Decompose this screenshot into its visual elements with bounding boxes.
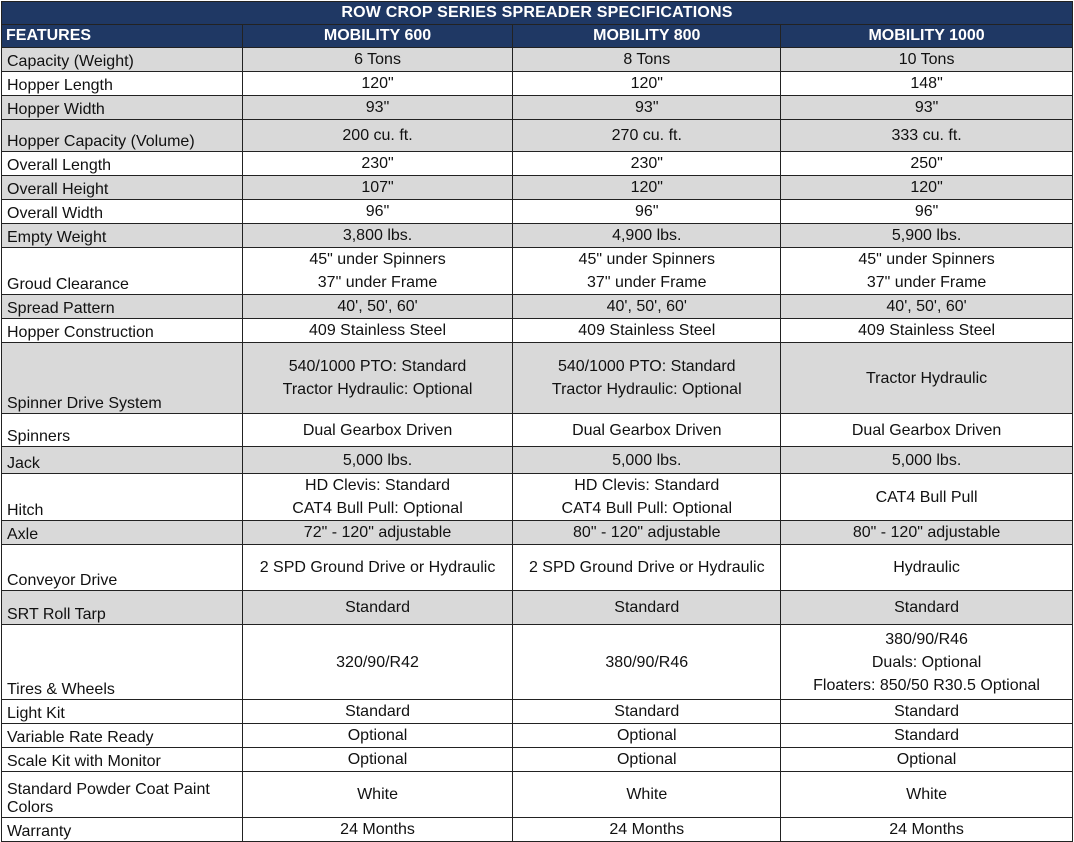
spec-cell [513,700,781,724]
spec-cell [513,724,781,748]
spec-cell [513,447,781,474]
spec-value: White [906,786,948,803]
spec-cell [781,818,1073,842]
spec-value: 37" under Frame [587,274,707,291]
spec-value: 250" [910,155,943,172]
spec-cell [242,545,513,591]
spec-cell [513,152,781,176]
spec-value: 24 Months [889,821,964,838]
spec-value: 230" [630,155,663,172]
spec-cell [781,414,1073,447]
spec-value: Optional [896,751,957,768]
spec-value: Tractor Hydraulic: Optional [551,381,742,398]
table-row [2,474,1073,521]
spec-value: 37" under Frame [317,274,438,291]
table-title: ROW CROP SERIES SPREADER SPECIFICATIONS [2,2,1073,25]
spec-value: Floaters: 850/50 R30.5 Optional [813,676,1040,694]
spec-value: 333 cu. ft. [891,127,962,144]
spec-cell [242,748,513,772]
spec-value: Tractor Hydraulic: Optional [282,381,473,398]
spec-cell [781,343,1073,414]
spec-value: 148" [910,75,943,92]
spec-cell [513,295,781,319]
spec-value: Standard [345,703,410,720]
spec-value: 24 Months [340,821,415,838]
title-row [2,2,1073,25]
header-mobility-600: MOBILITY 600 [242,25,513,48]
spec-cell [242,48,513,72]
feature-label: Axle [2,521,243,545]
spec-value: 5,900 lbs. [891,227,962,244]
spec-cell [781,521,1073,545]
feature-label: Hopper Construction [2,319,243,343]
spec-cell [242,224,513,248]
spec-cell [781,295,1073,319]
spec-cell [242,818,513,842]
spec-value: 540/1000 PTO: Standard [288,358,467,375]
spec-value: 409 Stainless Steel [309,322,447,339]
spec-value: 120" [910,179,943,196]
spec-cell [242,521,513,545]
table-row [2,200,1073,224]
spec-cell [781,700,1073,724]
spec-cell [513,591,781,625]
feature-label: Tires & Wheels [2,625,243,700]
feature-label: Empty Weight [2,224,243,248]
feature-label: Overall Width [2,200,243,224]
spec-cell [513,224,781,248]
spec-value: 24 Months [609,821,685,838]
spec-cell [242,447,513,474]
table-row [2,248,1073,295]
spec-value: 93" [914,99,939,116]
table-row [2,72,1073,96]
table-row [2,152,1073,176]
spec-cell [242,319,513,343]
spec-cell [513,72,781,96]
spec-cell [781,48,1073,72]
spec-cell [242,120,513,152]
spec-value: 5,000 lbs. [342,451,413,469]
spec-cell [242,772,513,818]
feature-label: Warranty [2,818,243,842]
feature-label: Hitch [2,474,243,521]
feature-label: Spinner Drive System [2,343,243,414]
spec-cell [781,152,1073,176]
table-row [2,176,1073,200]
spec-value: 40', 50', 60' [337,298,418,315]
header-mobility-1000: MOBILITY 1000 [781,25,1073,48]
spec-value: White [626,786,668,803]
spec-cell [513,474,781,521]
spec-cell [242,72,513,96]
spec-value: Optional [616,727,677,744]
spec-cell [513,772,781,818]
spec-cell [781,200,1073,224]
spec-value: 8 Tons [623,51,671,68]
table-row [2,96,1073,120]
header-row [2,25,1073,48]
feature-label: Light Kit [2,700,243,724]
spec-cell [242,343,513,414]
spec-value: CAT4 Bull Pull: Optional [292,500,463,517]
spec-cell [242,724,513,748]
spec-value: 40', 50', 60' [886,298,967,315]
spec-value: 40', 50', 60' [606,298,687,315]
spec-cell [513,343,781,414]
spec-value: Standard [894,727,960,744]
spec-cell [781,772,1073,818]
spec-cell [242,700,513,724]
feature-label: Scale Kit with Monitor [2,748,243,772]
spec-cell [781,625,1073,700]
spec-cell [781,447,1073,474]
feature-label: Overall Length [2,152,243,176]
table-row [2,295,1073,319]
feature-label: Hopper Length [2,72,243,96]
spec-value: 380/90/R46 [605,653,689,671]
spec-cell [242,414,513,447]
spec-value: Optional [616,751,677,768]
spec-cell [781,72,1073,96]
spec-value: Dual Gearbox Driven [572,421,722,439]
spec-value: 45" under Spinners [858,251,995,268]
spec-cell [781,591,1073,625]
spec-value: 4,900 lbs. [612,227,682,244]
spec-cell [513,120,781,152]
table-row [2,545,1073,591]
spec-value: 10 Tons [898,51,955,68]
spec-cell [513,545,781,591]
spec-value: Standard [614,599,680,616]
table-row [2,591,1073,625]
spec-value: 120" [630,179,663,196]
spec-cell [242,176,513,200]
spec-value: Standard [894,703,960,720]
spec-value: 409 Stainless Steel [858,322,996,339]
spec-cell [781,96,1073,120]
spec-value: 96" [635,203,659,220]
feature-label: Variable Rate Ready [2,724,243,748]
spec-cell [513,818,781,842]
feature-label: Jack [2,447,243,474]
table-row [2,343,1073,414]
spec-value: Hydraulic [893,559,960,576]
spec-value: 80" - 120" adjustable [573,524,721,541]
feature-label: Hopper Capacity (Volume) [2,120,243,152]
spec-body [2,48,1073,842]
spec-value: Dual Gearbox Driven [851,421,1002,439]
spec-value: 45" under Spinners [578,251,715,268]
spec-value: 6 Tons [354,51,401,68]
spec-value: 93" [635,99,659,116]
feature-label: Standard Powder Coat Paint Colors [2,772,243,818]
table-row [2,447,1073,474]
spec-value: 93" [365,99,390,116]
spec-value: 230" [361,155,394,172]
spec-cell [781,748,1073,772]
spec-cell [242,200,513,224]
table-row [2,224,1073,248]
spec-value: Optional [347,751,408,768]
spec-cell [781,319,1073,343]
spec-value: Dual Gearbox Driven [302,421,453,439]
feature-label: Spread Pattern [2,295,243,319]
spec-value: White [357,786,398,803]
spec-value: 107" [361,179,394,196]
table-row [2,724,1073,748]
spec-value: 80" - 120" adjustable [852,524,1001,541]
spec-table [1,1,1073,842]
spec-value: Optional [347,727,408,744]
spec-value: 540/1000 PTO: Standard [557,358,736,375]
table-row [2,700,1073,724]
spec-value: Tractor Hydraulic [865,369,988,387]
header-mobility-800: MOBILITY 800 [513,25,781,48]
header-features: FEATURES [2,25,243,48]
spec-value: 2 SPD Ground Drive or Hydraulic [528,559,765,576]
spec-value: HD Clevis: Standard [305,477,450,494]
spec-value: Duals: Optional [871,653,982,671]
table-row [2,772,1073,818]
spec-value: 37" under Frame [866,274,987,291]
spec-cell [513,248,781,295]
feature-label: Groud Clearance [2,248,243,295]
spec-cell [242,96,513,120]
spec-cell [513,319,781,343]
feature-label: Conveyor Drive [2,545,243,591]
spec-cell [513,625,781,700]
spec-value: 320/90/R42 [336,653,419,671]
spec-value: 5,000 lbs. [612,451,682,469]
table-row [2,748,1073,772]
table-row [2,625,1073,700]
spec-value: 5,000 lbs. [891,451,962,469]
spec-cell [242,152,513,176]
spec-value: 380/90/R46 [885,630,968,648]
spec-cell [513,96,781,120]
spec-cell [513,521,781,545]
table-row [2,414,1073,447]
spec-cell [242,248,513,295]
spec-cell [781,474,1073,521]
feature-label: Overall Height [2,176,243,200]
table-row [2,818,1073,842]
spec-value: HD Clevis: Standard [574,477,720,494]
spec-value: 409 Stainless Steel [578,322,716,339]
spec-cell [781,248,1073,295]
spec-cell [781,724,1073,748]
spec-cell [781,176,1073,200]
table-row [2,120,1073,152]
spec-value: 96" [365,203,390,220]
spec-cell [781,545,1073,591]
spec-value: 270 cu. ft. [611,127,682,144]
feature-label: SRT Roll Tarp [2,591,243,625]
spec-value: Standard [614,703,680,720]
spec-value: 2 SPD Ground Drive or Hydraulic [259,559,496,576]
spec-cell [242,591,513,625]
spec-cell [781,120,1073,152]
spec-cell [242,625,513,700]
table-row [2,48,1073,72]
spec-cell [513,176,781,200]
spec-value: 72" - 120" adjustable [303,524,452,541]
feature-label: Hopper Width [2,96,243,120]
feature-label: Spinners [2,414,243,447]
spec-value: 45" under Spinners [309,251,446,268]
spec-value: Standard [345,599,410,616]
spec-cell [242,474,513,521]
table-row [2,319,1073,343]
feature-label: Capacity (Weight) [2,48,243,72]
spec-value: CAT4 Bull Pull: Optional [561,500,732,517]
spec-value: 120" [630,75,663,92]
spec-value: 96" [914,203,939,220]
spec-cell [513,48,781,72]
spec-value: CAT4 Bull Pull [875,488,978,506]
table-row [2,521,1073,545]
spec-value: 120" [361,75,394,92]
spec-value: 200 cu. ft. [342,127,413,144]
spec-cell [242,295,513,319]
spec-cell [781,224,1073,248]
spec-cell [513,200,781,224]
spec-value: 3,800 lbs. [342,227,413,244]
spec-cell [513,414,781,447]
spec-value: Standard [894,599,960,616]
spec-cell [513,748,781,772]
